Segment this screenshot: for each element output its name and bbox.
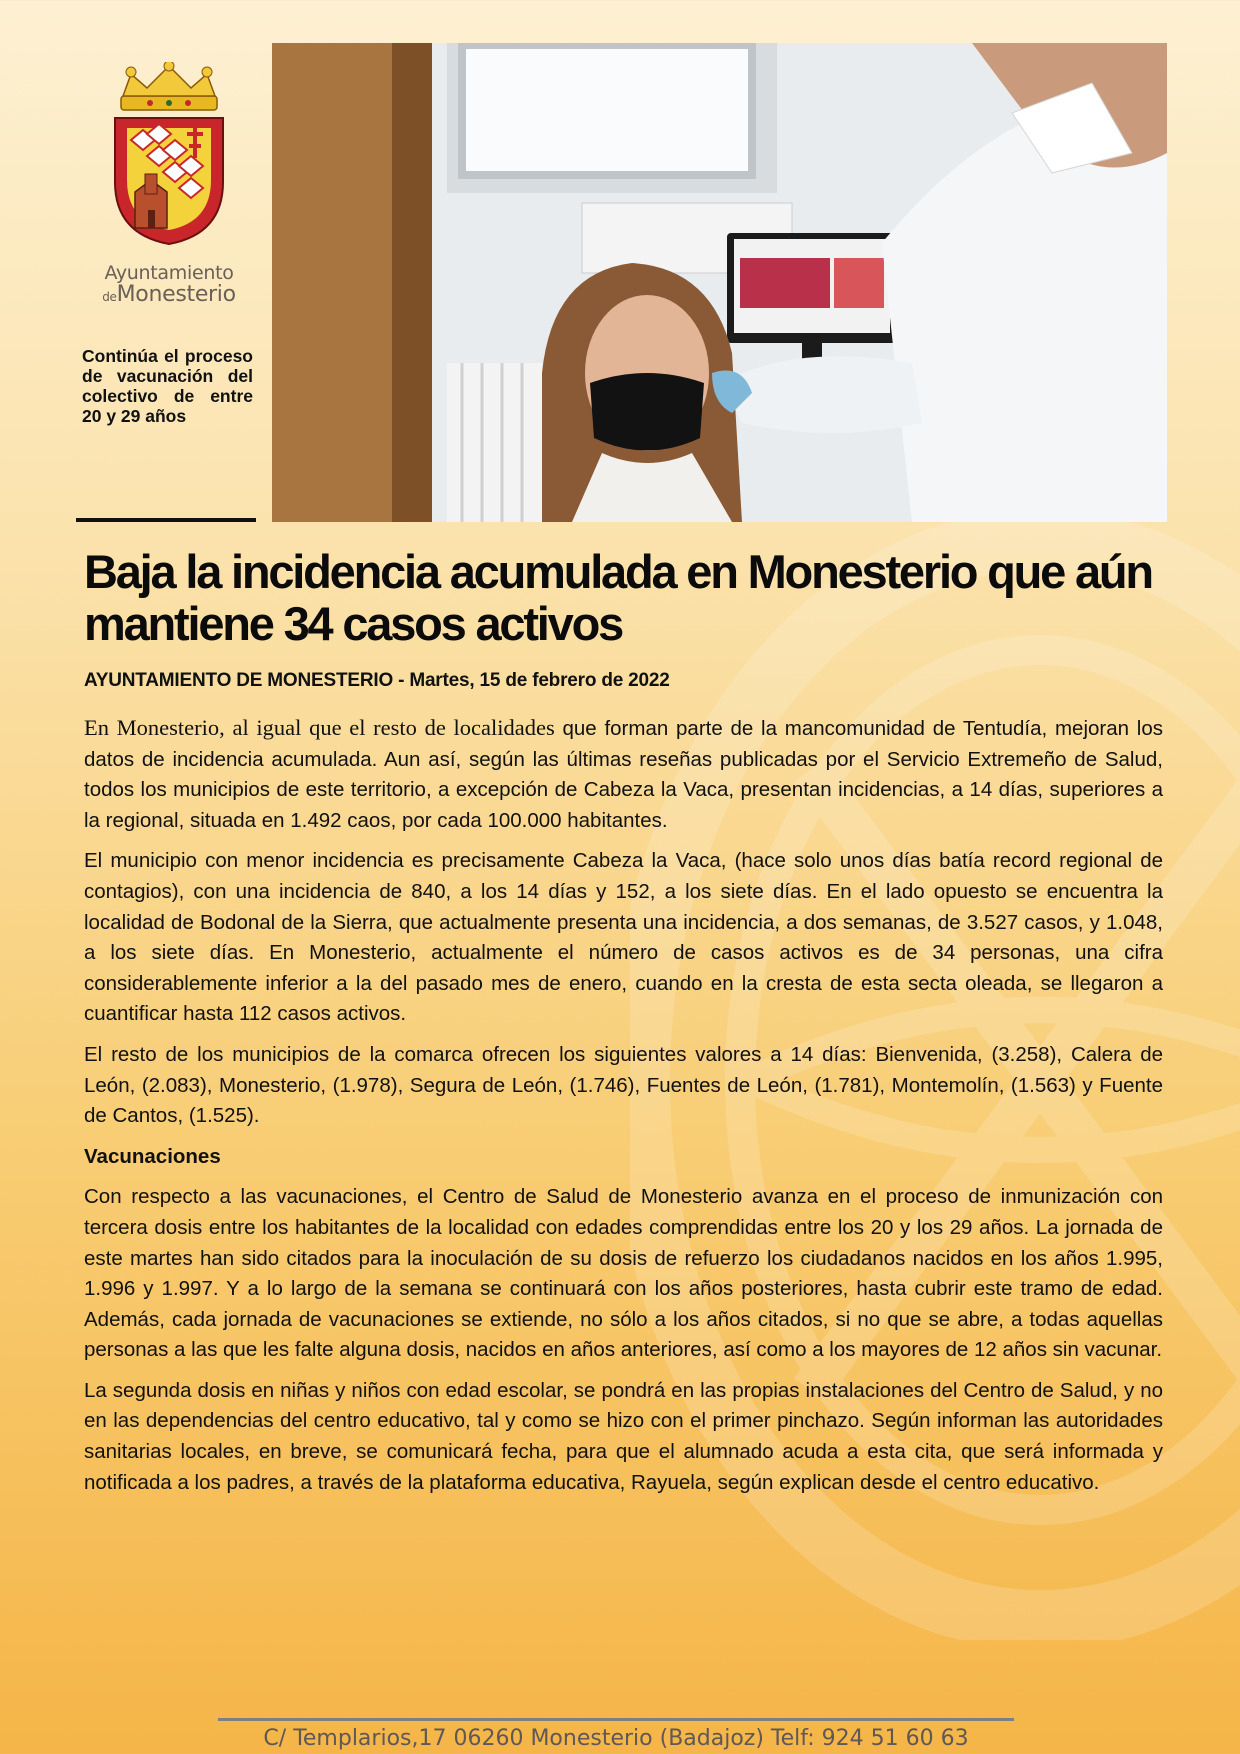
sidebar-divider: [76, 518, 256, 522]
paragraph-1-rest: que forman parte de la mancomunidad de Tentudía, mejoran los datos de incidencia acumulada. Aun así, según las últimas reseñas publicadas por el Servicio Extremeño de Salud, todos los municipios de este territorio, a excepción de Cabeza la Vaca, presentan incidencias, a 14 días, superiores a la regional, situada en 1.492 caos, por cada 100.000 habitantes.: [84, 717, 1164, 832]
sidebar-caption: Continúa el proceso de vacunación del colectivo de entre 20 y 29 años: [82, 346, 253, 426]
footer-address: C/ Templarios,17 06260 Monesterio (Badajoz) Telf: 924 51 60 63: [263, 1726, 969, 1751]
paragraph-5: La segunda dosis en niñas y niños con edad escolar, se pondrá en las propias instalaciones del Centro de Salud, y no en las dependencias del centro educativo, tal y como se hizo con el primer pinchazo. Según informan las autoridades sanitarias locales, en breve, se comunicará fecha, para que el alumnado acuda a esta cita, que será informada y notificada a los padres, a través de la plataforma educativa, Rayuela, según explican desde el centro educativo.: [84, 1378, 1163, 1494]
paragraph-2: El municipio con menor incidencia es precisamente Cabeza la Vaca, (hace solo unos días batía record regional de contagios), con una incidencia de 840, a los 14 días y 152, a los siete días. En el lado opuesto se encuentra la localidad de Bodonal de la Sierra, que actualmente presenta una incidencia, a dos semanas, de 3.527 casos, y 1.048, a los siete días. En Monesterio, actualmente el número de casos activos es de 34 personas, una cifra considerablemente inferior a la del pasado mes de enero, cuando en la cresta de esta secta oleada, se llegaron a cuantificar hasta 112 casos activos.: [84, 849, 1163, 1026]
paragraph-1: [84, 713, 1163, 836]
section-heading-vacunaciones: Vacunaciones: [84, 1144, 221, 1168]
municipality-name: [84, 262, 254, 308]
paragraph-3: El resto de los municipios de la comarca ofrecen los siguientes valores a 14 días: Bienvenida, (3.258), Calera de León, (2.083), Monesterio, (1.978), Segura de León, (1.746), Fuentes de León, (1.781), Montemolín, (1.563) y Fuente de Cantos, (1.525).: [84, 1042, 1163, 1128]
logo-name-line2: Monesterio: [116, 282, 236, 307]
paragraph-4: Con respecto a las vacunaciones, el Centro de Salud de Monesterio avanza en el proceso de inmunización con tercera dosis entre los habitantes de la localidad con edades comprendidas entre los 20 y los 29 años. La jornada de este martes han sido citados para la inoculación de su dosis de refuerzo los ciudadanos nacidos en los años 1.995, 1.996 y 1.997. Y a lo largo de la semana se continuará con los años posteriores, hasta cubrir este tramo de edad. Además, cada jornada de vacunaciones se extiende, no sólo a los años citados, si no que se abre, a todas aquellas personas a las que les falte alguna dosis, nacidos en años anteriores, así como a los mayores de 12 años sin vacunar.: [84, 1185, 1163, 1362]
vaccination-photo: [272, 43, 1167, 522]
paragraph-1-lead: En Monesterio, al igual que el resto de localidades: [84, 715, 555, 740]
municipal-logo: [84, 62, 254, 308]
article-body: [84, 713, 1163, 1508]
article-headline: Baja la incidencia acumulada en Monesterio que aún mantiene 34 casos activos: [84, 545, 1152, 650]
coat-of-arms-icon: [103, 62, 235, 248]
logo-name-line1: Ayuntamiento: [104, 262, 234, 284]
logo-name-prefix: de: [102, 290, 117, 304]
footer-divider: [218, 1718, 1014, 1721]
article-byline: AYUNTAMIENTO DE MONESTERIO - Martes, 15 de febrero de 2022: [84, 670, 670, 691]
